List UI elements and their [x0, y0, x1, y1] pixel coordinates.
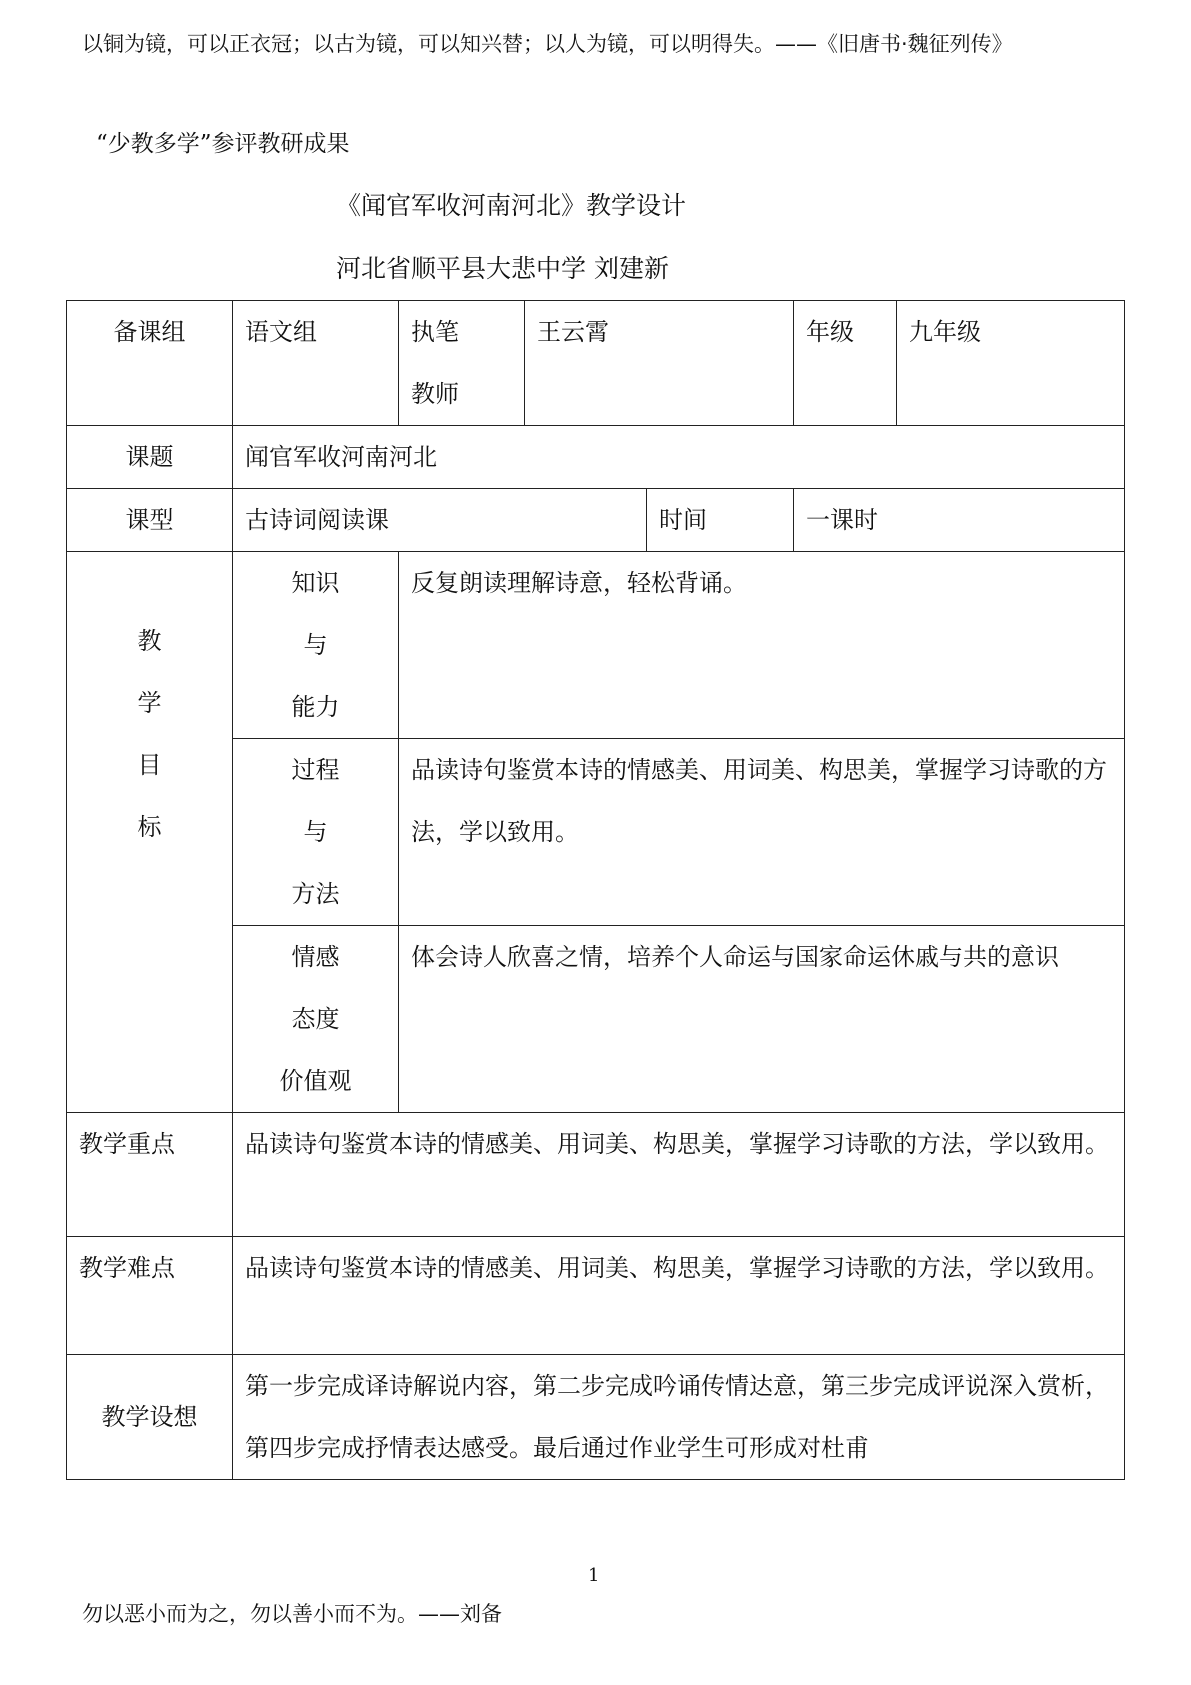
teacher-label-cell: [399, 301, 525, 426]
key-label-cell: 教学重点: [67, 1113, 233, 1237]
goal-label-line: 与: [303, 631, 328, 659]
goal-label-line: 态度: [291, 1005, 340, 1033]
goal-label-line: 与: [303, 818, 328, 846]
table-row: [67, 489, 1125, 552]
goal2-value-cell: 品读诗句鉴赏本诗的情感美、用词美、构思美，掌握学习诗歌的方法，学以致用。: [399, 739, 1125, 926]
document-title: 《闻官军收河南河北》教学设计: [336, 191, 687, 220]
teacher-label-line: 教师: [411, 380, 459, 408]
goal-label-line: 情感: [291, 943, 340, 971]
author-line: 河北省顺平县大悲中学 刘建新: [336, 254, 669, 283]
page-number: 1: [588, 1565, 600, 1586]
research-label: “少教多学”参评教研成果: [96, 131, 350, 157]
group-value-cell: 语文组: [233, 301, 399, 426]
table-row: [67, 1237, 1125, 1355]
goals-label-char: 标: [137, 813, 162, 841]
topic-label-cell: 课题: [67, 426, 233, 489]
goal1-value-cell: 反复朗读理解诗意，轻松背诵。: [399, 552, 1125, 739]
table-row: [67, 552, 1125, 739]
teacher-label-line: 执笔: [411, 318, 459, 346]
idea-label-cell: 教学设想: [67, 1355, 233, 1480]
goal-label-line: 能力: [291, 693, 340, 721]
idea-value-cell: 第一步完成译诗解说内容，第二步完成吟诵传情达意，第三步完成评说深入赏析，第四步完成抒情表达感受。最后通过作业学生可形成对杜甫: [233, 1355, 1125, 1480]
goals-label-char: 学: [137, 689, 162, 717]
goal-label-line: 过程: [291, 756, 340, 784]
goal1-label-cell: [233, 552, 399, 739]
type-label-cell: 课型: [67, 489, 233, 552]
goal-label-line: 方法: [291, 880, 340, 908]
footer-quote: 勿以恶小而为之，勿以善小而不为。——刘备: [82, 1602, 502, 1626]
goal3-label-cell: [233, 926, 399, 1113]
grade-value-cell: 九年级: [897, 301, 1125, 426]
time-label-cell: 时间: [647, 489, 794, 552]
goal3-value-cell: 体会诗人欣喜之情，培养个人命运与国家命运休戚与共的意识: [399, 926, 1125, 1113]
goal-label-line: 价值观: [279, 1067, 352, 1095]
goal2-label-cell: [233, 739, 399, 926]
table-row: [67, 1355, 1125, 1480]
group-label-cell: 备课组: [67, 301, 233, 426]
difficulty-label-cell: 教学难点: [67, 1237, 233, 1355]
topic-value-cell: 闻官军收河南河北: [233, 426, 1125, 489]
goals-label-cell: [67, 552, 233, 1113]
teacher-value-cell: 王云霄: [525, 301, 794, 426]
key-value-cell: 品读诗句鉴赏本诗的情感美、用词美、构思美，掌握学习诗歌的方法，学以致用。: [233, 1113, 1125, 1237]
lesson-plan-table: [66, 300, 1125, 1480]
type-value-cell: 古诗词阅读课: [233, 489, 647, 552]
difficulty-value-cell: 品读诗句鉴赏本诗的情感美、用词美、构思美，掌握学习诗歌的方法，学以致用。: [233, 1237, 1125, 1355]
goals-label-char: 目: [137, 751, 162, 779]
header-quote: 以铜为镜，可以正衣冠；以古为镜，可以知兴替；以人为镜，可以明得失。——《旧唐书·魏征列传》: [82, 32, 1013, 56]
goal-label-line: 知识: [291, 569, 340, 597]
grade-label-cell: 年级: [794, 301, 897, 426]
time-value-cell: 一课时: [794, 489, 1125, 552]
table-row: [67, 1113, 1125, 1237]
table-row: [67, 426, 1125, 489]
goals-label-char: 教: [137, 627, 162, 655]
table-row: [67, 301, 1125, 426]
